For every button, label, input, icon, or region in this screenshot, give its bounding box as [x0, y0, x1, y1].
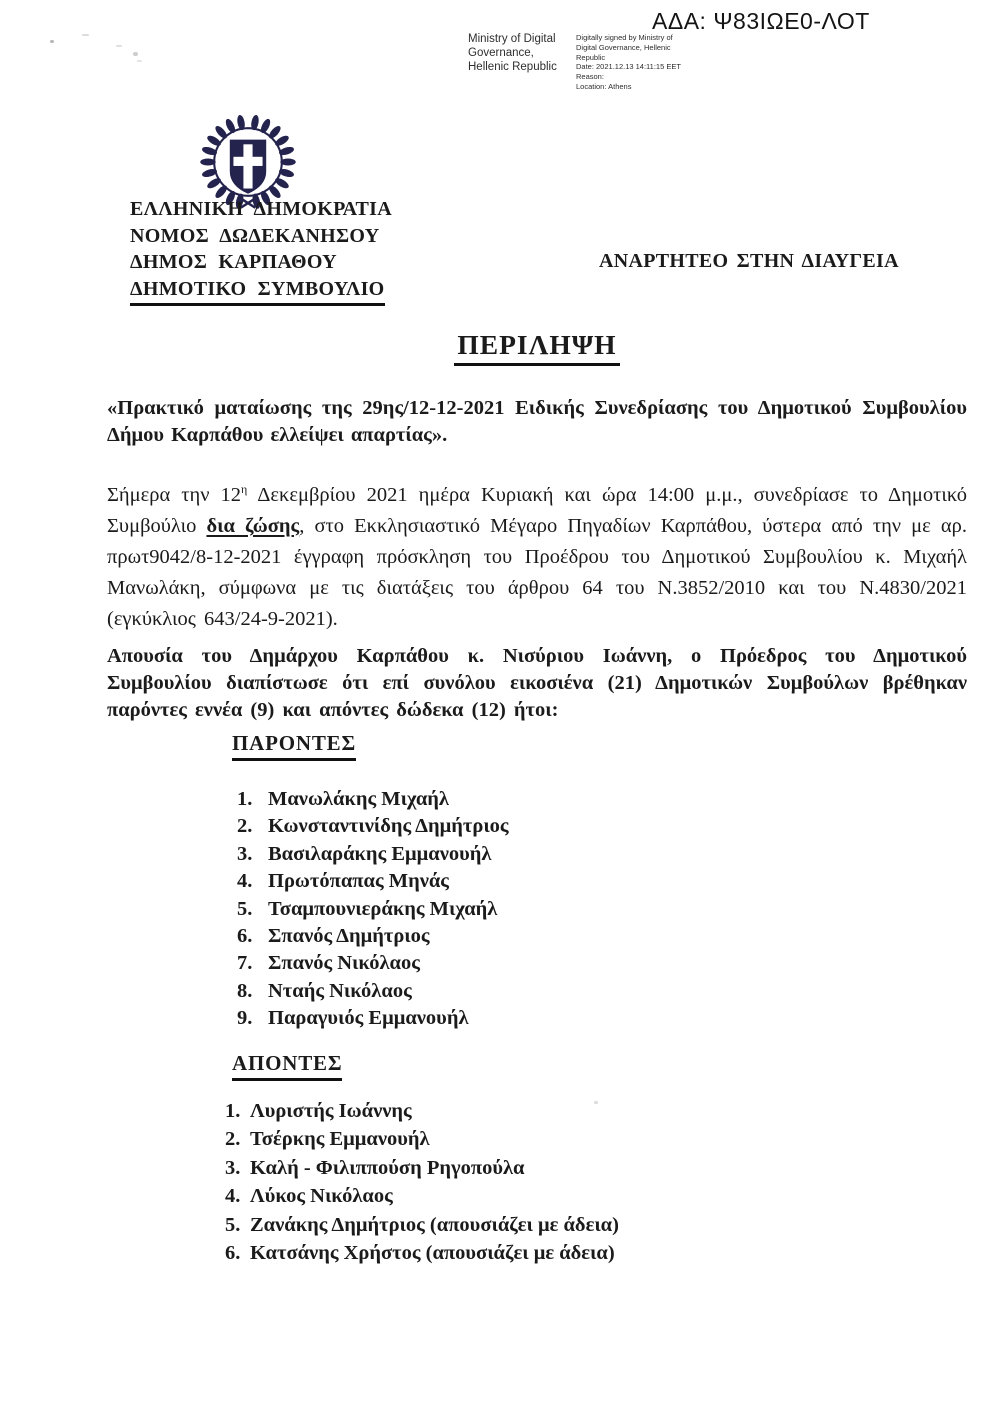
member-name: Σπανός Νικόλαος — [268, 952, 420, 975]
member-number: 2. — [225, 1128, 241, 1151]
absent-heading: ΑΠΟΝΤΕΣ — [232, 1051, 342, 1081]
absent-member-row — [225, 1097, 619, 1125]
digital-signature-block — [468, 33, 688, 92]
member-name: Κωνσταντινίδης Δημήτριος — [268, 815, 509, 838]
member-number: 9. — [237, 1007, 253, 1030]
present-member-row — [237, 950, 509, 977]
letterhead-line-republic: ΕΛΛΗΝΙΚΗ ΔΗΜΟΚΡΑΤΙΑ — [130, 198, 392, 220]
letterhead-line-prefecture: ΝΟΜΟΣ ΔΩΔΕΚΑΝΗΣΟΥ — [130, 224, 380, 247]
letterhead — [130, 196, 392, 306]
signature-detail-line: Location: Athens — [576, 81, 632, 91]
scan-artifact — [82, 34, 89, 36]
absent-member-row — [225, 1154, 619, 1182]
present-heading: ΠΑΡΟΝΤΕΣ — [232, 731, 356, 761]
member-name: Κατσάνης Χρήστος (απουσιάζει με άδεια) — [250, 1242, 615, 1265]
quorum-paragraph: Απουσία του Δημάρχου Καρπάθου κ. Νισύριου Ιωάννη, ο Πρόεδρος του Δημοτικού Συμβουλίου διαπίστωσε ότι επί συνόλου εικοσιένα (21) Δημοτικών Συμβούλων βρέθηκαν παρόντες εννέα (9) και απόντες δώδεκα (12) ήτοι: — [107, 645, 967, 721]
member-number: 6. — [237, 925, 253, 948]
dia-zosis-emphasis: δια ζώσης — [206, 515, 300, 537]
member-number: 1. — [225, 1100, 241, 1122]
present-list — [237, 786, 509, 1033]
present-member-row — [237, 923, 509, 950]
member-name: Τσέρκης Εμμανουήλ — [250, 1128, 430, 1151]
session-text-end: , στο Εκκλησιαστικό Μέγαρο Πηγαδίων Καρπάθου, ύστερα από την με αρ. πρωτ9042/8-12-2021 έγγραφη πρόσκληση του Προέδρου του Δημοτικού Συμβουλίου κ. Μιχαήλ Μανωλάκη, σύμφωνα με τις διατάξεις του άρθρου 64 του Ν.3852/2010 και του Ν.4830/2021 (εγκύκλιος 643/24-9-2021). — [107, 515, 967, 630]
member-name: Λυριστής Ιωάννης — [250, 1100, 412, 1122]
absent-member-row — [225, 1182, 619, 1210]
member-number: 3. — [237, 842, 253, 865]
scan-artifact — [50, 40, 54, 43]
letterhead-line-municipality: ΔΗΜΟΣ ΚΑΡΠΑΘΟΥ — [130, 251, 337, 273]
member-name: Νταής Νικόλαος — [268, 979, 412, 1002]
ada-code: ΑΔΑ: Ψ83ΙΩΕ0-ΛΟΤ — [652, 8, 870, 34]
session-text-start: Σήμερα την 12 — [107, 484, 242, 506]
title-row — [107, 329, 967, 366]
member-number: 6. — [225, 1242, 241, 1265]
signature-details — [576, 33, 688, 92]
member-number: 1. — [237, 788, 253, 810]
member-name: Σπανός Δημήτριος — [268, 925, 430, 948]
scan-artifact — [137, 60, 142, 62]
member-number: 5. — [225, 1213, 241, 1236]
document-title: ΠΕΡΙΛΗΨΗ — [454, 329, 619, 366]
present-member-row — [237, 868, 509, 895]
member-number: 4. — [237, 870, 253, 893]
absent-member-row — [225, 1211, 619, 1239]
diavgeia-posting-note: ΑΝΑΡΤΗΤΕΟ ΣΤΗΝ ΔΙΑΥΓΕΙΑ — [599, 250, 899, 272]
absent-list — [225, 1097, 619, 1267]
present-member-row — [237, 978, 509, 1005]
member-name: Ζανάκης Δημήτριος (απουσιάζει με άδεια) — [250, 1213, 619, 1236]
absent-member-row — [225, 1239, 619, 1267]
absent-member-row — [225, 1125, 619, 1153]
member-name: Καλή - Φιλιππούση Ρηγοπούλα — [250, 1156, 525, 1179]
scan-artifact — [133, 52, 138, 56]
present-member-row — [237, 1005, 509, 1032]
session-text-mid: Δεκεμβρίου 2021 ημέρα Κυριακή και ώρα 14:00 μ.μ., συνεδρίασε το Δημοτικό Συμβούλιο — [107, 484, 967, 537]
letterhead-line-department: ΔΗΜΟΤΙΚΟ ΣΥΜΒΟΥΛΙΟ — [130, 276, 385, 307]
member-number: 3. — [225, 1156, 241, 1179]
subject-paragraph: «Πρακτικό ματαίωσης της 29ης/12-12-2021 Ειδικής Συνεδρίασης του Δημοτικού Συμβουλίου Δήμου Καρπάθου ελλείψει απαρτίας». — [107, 397, 967, 446]
signature-signer: Ministry of Digital Governance, Hellenic Republic — [468, 33, 557, 73]
member-name: Λύκος Νικόλαος — [250, 1185, 393, 1208]
present-member-row — [237, 786, 509, 813]
scan-artifact — [116, 45, 122, 47]
present-member-row — [237, 813, 509, 840]
member-name: Πρωτόπαπας Μηνάς — [268, 870, 449, 893]
present-member-row — [237, 841, 509, 868]
member-name: Παραγυιός Εμμανουήλ — [268, 1007, 469, 1030]
member-number: 8. — [237, 979, 253, 1002]
scan-artifact — [594, 1101, 598, 1104]
signature-detail-line: Digitally signed by Ministry of Digital Governance, Hellenic Republic — [576, 33, 673, 62]
member-name: Βασιλαράκης Εμμανουήλ — [268, 842, 492, 865]
signature-detail-line: Reason: — [576, 72, 604, 81]
present-member-row — [237, 896, 509, 923]
member-name: Μανωλάκης Μιχαήλ — [268, 788, 449, 810]
signature-detail-line: Date: 2021.12.13 14:11:15 EET — [576, 62, 681, 72]
session-paragraph — [107, 480, 967, 635]
member-number: 7. — [237, 952, 253, 975]
ordinal-superscript: η — [241, 482, 248, 497]
member-number: 5. — [237, 897, 253, 920]
member-name: Τσαμπουνιεράκης Μιχαήλ — [268, 897, 498, 920]
member-number: 2. — [237, 815, 253, 838]
member-number: 4. — [225, 1185, 241, 1208]
